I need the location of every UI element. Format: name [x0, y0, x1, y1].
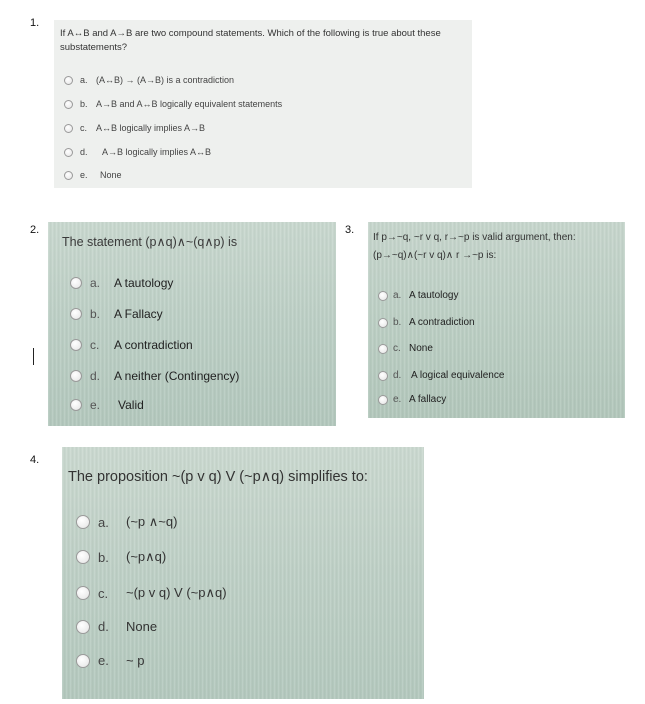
radio-button-icon[interactable]: [70, 339, 82, 351]
option-letter: c.: [393, 343, 401, 354]
q1-option-d[interactable]: [64, 147, 211, 157]
option-letter: c.: [90, 338, 100, 352]
option-text: ~ p: [126, 653, 145, 668]
radio-button-icon[interactable]: [378, 371, 388, 381]
question-4-text: The proposition ~(p v q) V (~p∧q) simplifies to:: [68, 469, 368, 485]
question-2-number: 2.: [30, 224, 40, 236]
option-letter: b.: [90, 307, 101, 321]
q3-option-d[interactable]: [378, 370, 504, 381]
option-text: Valid: [118, 398, 144, 412]
question-3-panel: [368, 222, 625, 418]
radio-button-icon[interactable]: [64, 171, 73, 180]
option-text: None: [126, 619, 158, 634]
option-text: A→B logically implies A↔B: [102, 147, 212, 157]
q4-option-b[interactable]: [76, 549, 166, 565]
option-text: None: [100, 170, 122, 180]
radio-button-icon[interactable]: [76, 550, 90, 564]
q1-option-a[interactable]: [64, 75, 234, 85]
radio-button-icon[interactable]: [76, 620, 90, 634]
option-letter: b.: [98, 549, 109, 565]
radio-button-icon[interactable]: [70, 399, 82, 411]
option-text: A tautology: [409, 290, 459, 301]
question-1-panel: [54, 20, 472, 188]
option-text: A neither (Contingency): [114, 369, 240, 383]
radio-button-icon[interactable]: [378, 344, 388, 354]
question-3-number: 3.: [345, 224, 355, 236]
q4-option-c[interactable]: [76, 585, 227, 601]
option-letter: b.: [80, 99, 88, 109]
option-text: (~p ∧~q): [126, 514, 178, 529]
option-letter: a.: [393, 290, 402, 301]
radio-button-icon[interactable]: [378, 291, 388, 301]
radio-button-icon[interactable]: [378, 395, 388, 405]
q3-option-b[interactable]: [378, 317, 475, 328]
q3-option-e[interactable]: [378, 394, 446, 405]
q2-option-e[interactable]: [70, 398, 144, 412]
option-letter: a.: [90, 276, 101, 290]
q2-option-a[interactable]: [70, 276, 173, 290]
q3-option-a[interactable]: [378, 290, 458, 301]
option-letter: c.: [98, 585, 109, 601]
option-letter: e.: [80, 170, 88, 180]
option-text: A contradiction: [114, 338, 193, 352]
q4-option-a[interactable]: [76, 514, 177, 530]
radio-button-icon[interactable]: [378, 318, 388, 328]
radio-button-icon[interactable]: [76, 515, 90, 529]
radio-button-icon[interactable]: [76, 654, 90, 668]
question-2-text: The statement (p∧q)∧~(q∧p) is: [62, 235, 238, 249]
q2-option-c[interactable]: [70, 338, 193, 352]
question-1-text: If A↔B and A→B are two compound statements. Which of the following is true about these substatements?: [60, 28, 441, 53]
question-3-text-line1: If p→~q, ~r v q, r→~p is valid argument, then:: [373, 232, 576, 243]
question-4-number: 4.: [30, 454, 40, 466]
question-3-text: [373, 229, 621, 264]
radio-button-icon[interactable]: [64, 100, 73, 109]
option-text: A→B and A↔B logically equivalent statements: [96, 99, 283, 109]
radio-button-icon[interactable]: [64, 76, 73, 85]
q3-option-c[interactable]: [378, 343, 433, 354]
option-letter: d.: [393, 370, 402, 381]
option-text: A Fallacy: [114, 307, 163, 321]
option-letter: b.: [393, 317, 402, 328]
q1-option-b[interactable]: [64, 99, 282, 109]
q1-option-c[interactable]: [64, 123, 205, 133]
option-text: (A↔B) → (A→B) is a contradiction: [96, 75, 235, 85]
text-cursor: [33, 348, 34, 365]
q4-option-d[interactable]: [76, 619, 157, 634]
option-letter: e.: [90, 398, 101, 412]
radio-button-icon[interactable]: [70, 308, 82, 320]
option-text: A tautology: [114, 276, 174, 290]
option-letter: d.: [90, 369, 101, 383]
option-letter: c.: [80, 123, 88, 133]
option-letter: d.: [80, 147, 88, 157]
option-text: (~p∧q): [126, 549, 167, 564]
question-2-panel: [48, 222, 336, 426]
radio-button-icon[interactable]: [64, 124, 73, 133]
option-letter: e.: [98, 653, 109, 668]
option-text: ~(p v q) V (~p∧q): [126, 585, 227, 600]
q4-option-e[interactable]: [76, 653, 144, 668]
radio-button-icon[interactable]: [70, 277, 82, 289]
option-text: A logical equivalence: [411, 370, 505, 381]
option-letter: a.: [80, 75, 88, 85]
option-letter: e.: [393, 394, 402, 405]
q2-option-d[interactable]: [70, 369, 239, 383]
option-text: None: [409, 343, 433, 354]
option-letter: a.: [98, 514, 109, 530]
question-4-panel: [62, 447, 424, 699]
option-letter: d.: [98, 619, 109, 634]
option-text: A contradiction: [409, 317, 475, 328]
q1-option-e[interactable]: [64, 170, 122, 180]
radio-button-icon[interactable]: [70, 370, 82, 382]
option-text: A fallacy: [409, 394, 447, 405]
radio-button-icon[interactable]: [76, 586, 90, 600]
radio-button-icon[interactable]: [64, 148, 73, 157]
question-1-number: 1.: [30, 17, 40, 29]
option-text: A↔B logically implies A→B: [96, 123, 206, 133]
q2-option-b[interactable]: [70, 307, 163, 321]
question-3-text-line2: (p→~q)∧(~r v q)∧ r →~p is:: [373, 249, 497, 261]
